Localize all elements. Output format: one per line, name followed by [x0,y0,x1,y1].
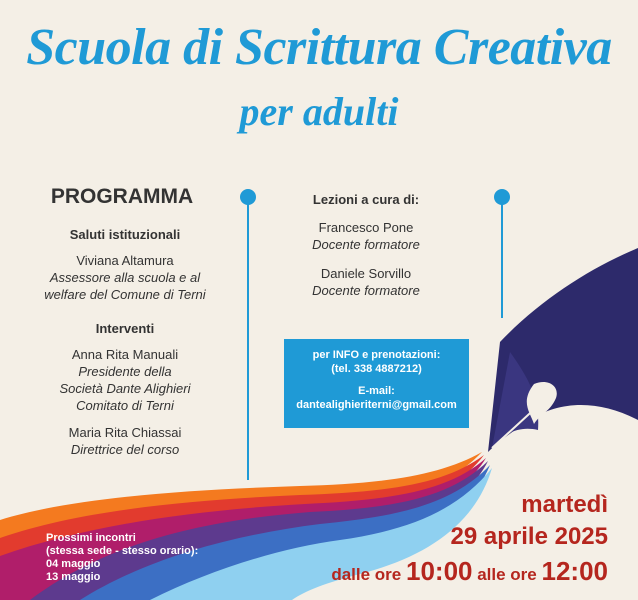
interventi-heading: Interventi [95,321,155,336]
subtitle: per adulti [239,89,399,134]
event-time [331,554,608,592]
info-phone: (tel. 338 4887212) [331,363,422,375]
lezioni-heading: Lezioni a cura di: [312,192,420,207]
speaker-role: Presidente della Società Dante Alighieri Comitato di Terni [59,364,191,413]
speaker-name: Viviana Altamura [76,253,174,268]
speaker-name: Maria Rita Chiassai [68,425,182,440]
saluti-heading: Saluti istituzionali [69,227,181,242]
docente-role: Docente formatore [312,237,420,252]
to-label: alle ore [477,565,537,584]
speaker-role: Assessore alla scuola e al welfare del Comune di Terni [44,270,206,302]
docente-role: Docente formatore [312,283,420,298]
from-label: dalle ore [331,565,402,584]
main-title: Scuola di Scrittura Creativa [26,19,612,76]
from-time: 10:00 [405,556,473,586]
speaker-role: Direttrice del corso [70,442,180,457]
prossimi-heading: Prossimi incontri [46,532,136,544]
event-day: martedì [521,491,608,518]
info-email-label: E-mail: [358,385,395,397]
prossimi-date: 04 maggio [46,558,101,570]
event-date-block [331,490,608,592]
prossimi-incontri [46,532,198,584]
prossimi-subheading: (stessa sede - stesso orario): [46,545,199,557]
speaker-name: Anna Rita Manuali [71,347,179,362]
programma-heading: PROGRAMMA [50,185,194,208]
to-time: 12:00 [541,556,608,586]
info-line1: per INFO e prenotazioni: [312,349,441,361]
event-date: 29 aprile 2025 [450,523,608,550]
prossimi-date: 13 maggio [46,571,101,583]
info-email-link[interactable]: dantealighieriterni@gmail.com [296,399,457,411]
docente-name: Francesco Pone [318,220,414,235]
docente-name: Daniele Sorvillo [320,266,412,281]
